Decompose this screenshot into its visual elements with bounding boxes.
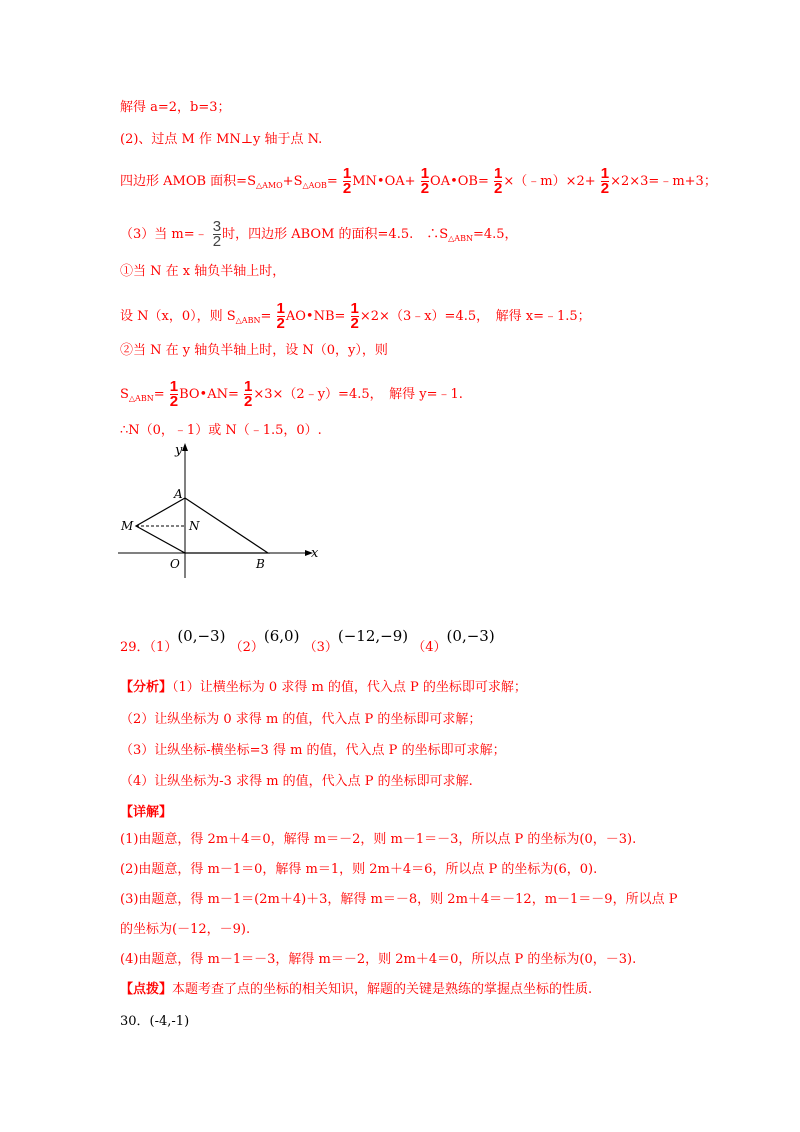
label-O: O bbox=[170, 557, 180, 571]
fraction-half: $\frac{1}{2}$ bbox=[169, 378, 179, 410]
label-y: y bbox=[175, 443, 183, 458]
line-q29-answers: 29．（1）(0,−3) （2）(6,0) （3）(−12,−9) （4）(0,−3) bbox=[120, 627, 495, 655]
line-detail-label: 【详解】 bbox=[120, 805, 173, 820]
label-B: B bbox=[256, 557, 265, 571]
fraction-half: $\frac{1}{2}$ bbox=[420, 165, 430, 197]
fraction-half: $\frac{1}{2}$ bbox=[350, 300, 359, 332]
quadrilateral-AMOB bbox=[136, 498, 268, 553]
line-detail-3a: (3)由题意，得 m－1＝(2m＋4)＋3，解得 m＝－8，则 2m＋4＝－12，m－1＝－9，所以点 P bbox=[120, 892, 678, 907]
line-area-formula: 四边形 AMOB 面积$=S_{\triangle AMO}+S_{\triangle AOB}=$ $\frac{1}{2}$ MN•OA+ $\frac{1}{2}$ OA•OB= $\frac{1}{2}$ ×（﹣m）×2+ $\frac{1}{2}$ ×2×3=﹣m+3； bbox=[120, 165, 717, 197]
line-detail-2: (2)由题意，得 m－1＝0，解得 m＝1，则 2m＋4＝6，所以点 P 的坐标为(6，0). bbox=[120, 862, 598, 877]
label-M: M bbox=[121, 519, 134, 533]
line-conclusion: ∴N（0，﹣1）或 N（﹣1.5，0）. bbox=[120, 423, 322, 438]
line-analysis-4: （4）让纵坐标为-3 求得 m 的值，代入点 P 的坐标即可求解. bbox=[120, 774, 473, 789]
fraction-half: $\frac{1}{2}$ bbox=[244, 378, 253, 410]
line-analysis-1: 【分析】（1）让横坐标为 0 求得 m 的值，代入点 P 的坐标即可求解； bbox=[120, 680, 527, 695]
line-part3: （3）当 m=﹣ $\frac{3}{2}$ 时，四边形 ABOM 的面积=4.5. $\therefore S_{\triangle ABN}=4.5$， bbox=[120, 218, 518, 250]
line-case2-calc: $S_{\triangle ABN}=$ $\frac{1}{2}$ BO•AN= $\frac{1}{2}$ ×3×（2﹣y）=4.5， 解得 y=﹣1. bbox=[120, 378, 463, 410]
line-case1: ①当 N 在 x 轴负半轴上时， bbox=[120, 264, 286, 279]
line-case1-calc: 设 N（x，0），则 $S_{\triangle ABN}=$ $\frac{1}{2}$ AO•NB= $\frac{1}{2}$ ×2×（3﹣x）=4.5， 解得 x=﹣1.5； bbox=[120, 300, 591, 332]
label-A: A bbox=[174, 487, 183, 501]
answer-3: (−12,−9) bbox=[337, 627, 409, 645]
line-comment: 【点拨】本题考查了点的坐标的相关知识，解题的关键是熟练的掌握点坐标的性质. bbox=[120, 982, 593, 997]
line-detail-1: (1)由题意，得 2m＋4＝0，解得 m＝－2，则 m－1＝－3，所以点 P 的坐标为(0，－3). bbox=[120, 832, 637, 847]
label-x: x bbox=[311, 546, 319, 561]
line-q30-answer: 30．(-4,-1) bbox=[120, 1014, 190, 1029]
line-detail-4: (4)由题意，得 m－1＝－3，解得 m＝－2，则 2m＋4＝0，所以点 P 的坐标为(0，－3). bbox=[120, 952, 637, 967]
line-part2: (2)、过点 M 作 MN⊥y 轴于点 N. bbox=[120, 132, 323, 147]
line-analysis-3: （3）让纵坐标-横坐标=3 得 m 的值，代入点 P 的坐标即可求解； bbox=[120, 743, 506, 758]
fraction-half: $\frac{1}{2}$ bbox=[494, 165, 503, 197]
answer-1: (0,−3) bbox=[177, 627, 226, 645]
fraction-half: $\frac{1}{2}$ bbox=[342, 165, 352, 197]
fraction-half: $\frac{1}{2}$ bbox=[276, 300, 285, 332]
line-solve-ab: 解得 a=2，b=3； bbox=[120, 100, 231, 115]
coordinate-figure bbox=[118, 440, 328, 580]
y-axis-arrow bbox=[182, 443, 188, 451]
line-detail-3b: 的坐标为(－12，－9). bbox=[120, 922, 251, 937]
answer-2: (6,0) bbox=[263, 627, 300, 645]
line-case2: ②当 N 在 y 轴负半轴上时，设 N（0，y），则 bbox=[120, 343, 388, 358]
fraction-half: $\frac{1}{2}$ bbox=[600, 165, 610, 197]
label-N: N bbox=[189, 519, 200, 533]
fraction-three-halves: $\frac{3}{2}$ bbox=[212, 218, 222, 250]
line-analysis-2: （2）让纵坐标为 0 求得 m 的值，代入点 P 的坐标即可求解； bbox=[120, 712, 482, 727]
answer-4: (0,−3) bbox=[446, 627, 495, 645]
